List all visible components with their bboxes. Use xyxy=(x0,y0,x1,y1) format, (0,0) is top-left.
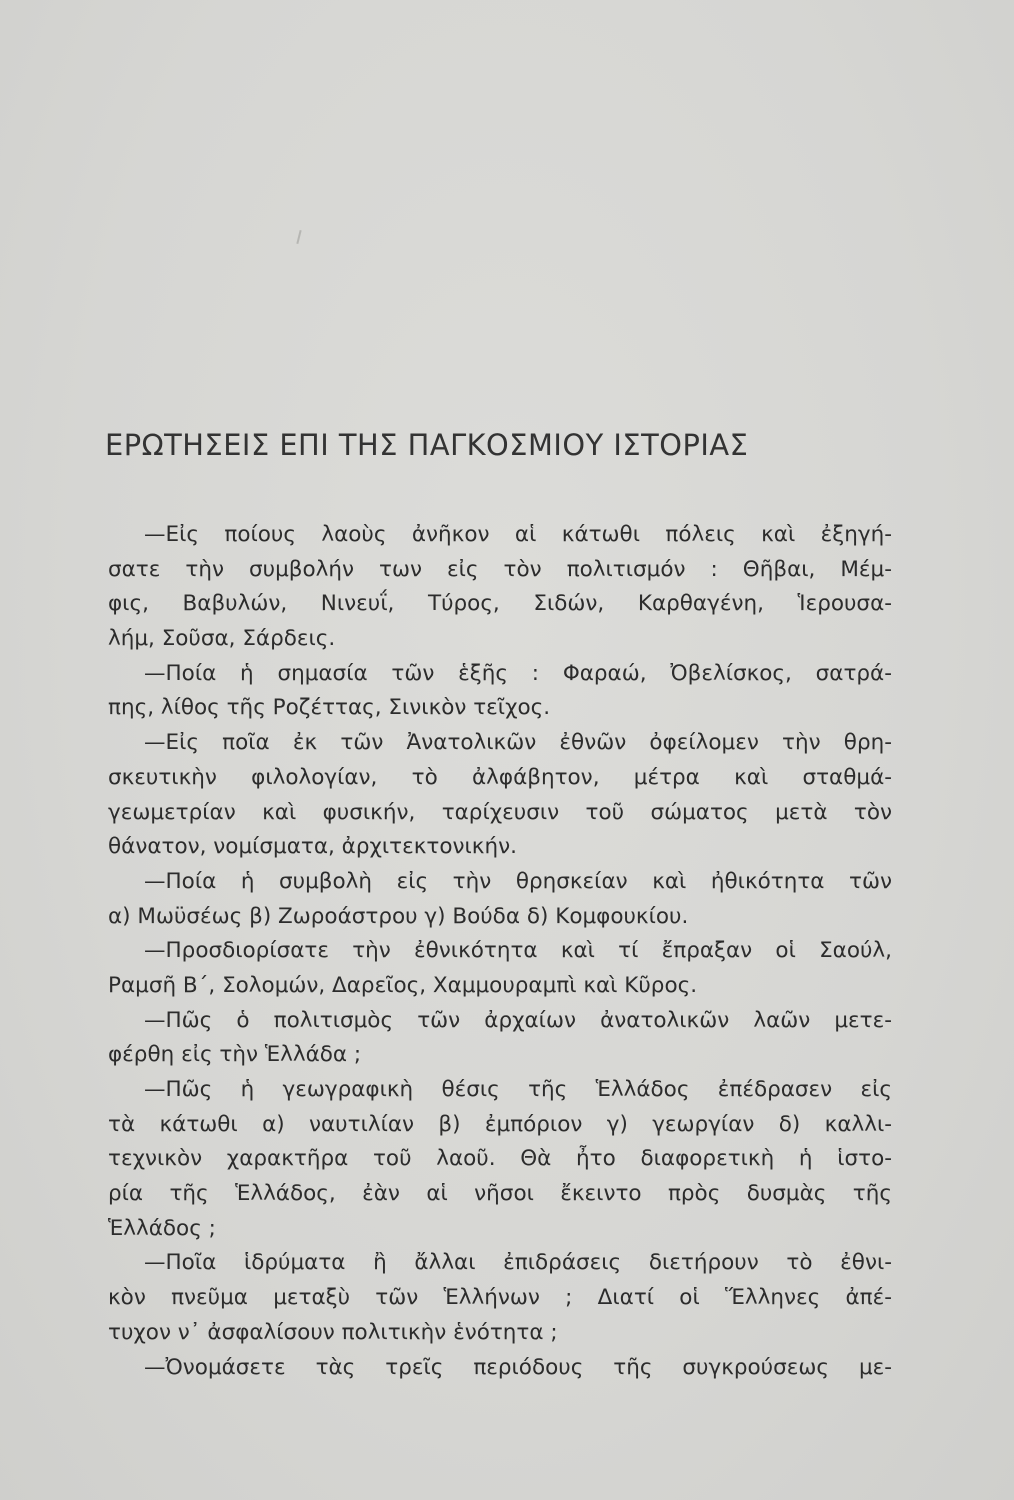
text-line: τὰ κάτωθι α) ναυτιλίαν β) ἐμπόριον γ) γεωργίαν δ) καλλι- xyxy=(108,1111,892,1137)
text-line: σατε τὴν συμβολήν των εἰς τὸν πολιτισμόν : Θῆβαι, Μέμ- xyxy=(108,556,892,582)
text-line: —Ποία ἡ σημασία τῶν ἑξῆς : Φαραώ, Ὀβελίσκος, σατρά- xyxy=(144,660,892,686)
text-line: —Προσδιορίσατε τὴν ἐθνικότητα καὶ τί ἔπραξαν οἱ Σαούλ, xyxy=(144,938,892,964)
text-line: τεχνικὸν χαρακτῆρα τοῦ λαοῦ. Θὰ ἦτο διαφορετικὴ ἡ ἱστο- xyxy=(108,1146,892,1172)
text-line: Ἑλλάδος ; xyxy=(108,1215,216,1241)
text-line: —Ποία ἡ συμβολὴ εἰς τὴν θρησκείαν καὶ ἠθικότητα τῶν xyxy=(144,868,892,894)
text-line: πης, λίθος τῆς Ροζέττας, Σινικὸν τεῖχος. xyxy=(108,695,551,721)
text-line: φις, Βαβυλών, Νινευΐ, Τύρος, Σιδών, Καρθαγένη, Ἱερουσα- xyxy=(108,591,892,617)
text-line: —Εἰς ποίους λαοὺς ἀνῆκον αἱ κάτωθι πόλεις καὶ ἐξηγή- xyxy=(144,522,892,547)
text-line: —Εἰς ποῖα ἐκ τῶν Ἀνατολικῶν ἐθνῶν ὀφείλομεν τὴν θρη- xyxy=(144,730,892,756)
text-line: α) Μωϋσέως β) Ζωροάστρου γ) Βούδα δ) Κομφουκίου. xyxy=(108,903,689,929)
text-line: τυχον ν᾿ ἀσφαλίσουν πολιτικὴν ἑνότητα ; xyxy=(108,1319,558,1345)
text-line: φέρθη εἰς τὴν Ἑλλάδα ; xyxy=(108,1042,362,1068)
ink-mark xyxy=(296,230,301,244)
text-line: —Πῶς ἡ γεωγραφικὴ θέσις τῆς Ἑλλάδος ἐπέδρασεν εἰς xyxy=(144,1077,892,1102)
text-line: ρία τῆς Ἑλλάδος, ἐὰν αἱ νῆσοι ἔκειντο πρὸς δυσμὰς τῆς xyxy=(108,1181,892,1207)
text-line: γεωμετρίαν καὶ φυσικήν, ταρίχευσιν τοῦ σώματος μετὰ τὸν xyxy=(108,799,892,825)
questions-text xyxy=(108,518,892,1385)
text-line: λήμ, Σοῦσα, Σάρδεις. xyxy=(108,626,336,652)
text-line: σκευτικὴν φιλολογίαν, τὸ ἀλφάβητον, μέτρα καὶ σταθμά- xyxy=(108,764,892,790)
text-line: —Πῶς ὁ πολιτισμὸς τῶν ἀρχαίων ἀνατολικῶν λαῶν μετε- xyxy=(144,1007,892,1033)
text-line: θάνατον, νομίσματα, ἀρχιτεκτονικήν. xyxy=(108,834,517,860)
text-line: Ραμσῆ Β΄, Σολομών, Δαρεῖος, Χαμμουραμπὶ καὶ Κῦρος. xyxy=(108,972,698,998)
text-line: —Ὀνομάσετε τὰς τρεῖς περιόδους τῆς συγκρούσεως με- xyxy=(144,1354,892,1380)
text-line: κὸν πνεῦμα μεταξὺ τῶν Ἑλλήνων ; Διατί οἱ Ἕλληνες ἀπέ- xyxy=(108,1285,892,1311)
text-line: —Ποῖα ἱδρύματα ἢ ἄλλαι ἐπιδράσεις διετήρουν τὸ ἐθνι- xyxy=(144,1250,892,1276)
page-title: ΕΡΩΤΗΣΕΙΣ ΕΠΙ ΤΗΣ ΠΑΓΚΟΣΜΙΟΥ ΙΣΤΟΡΙΑΣ xyxy=(105,428,749,462)
